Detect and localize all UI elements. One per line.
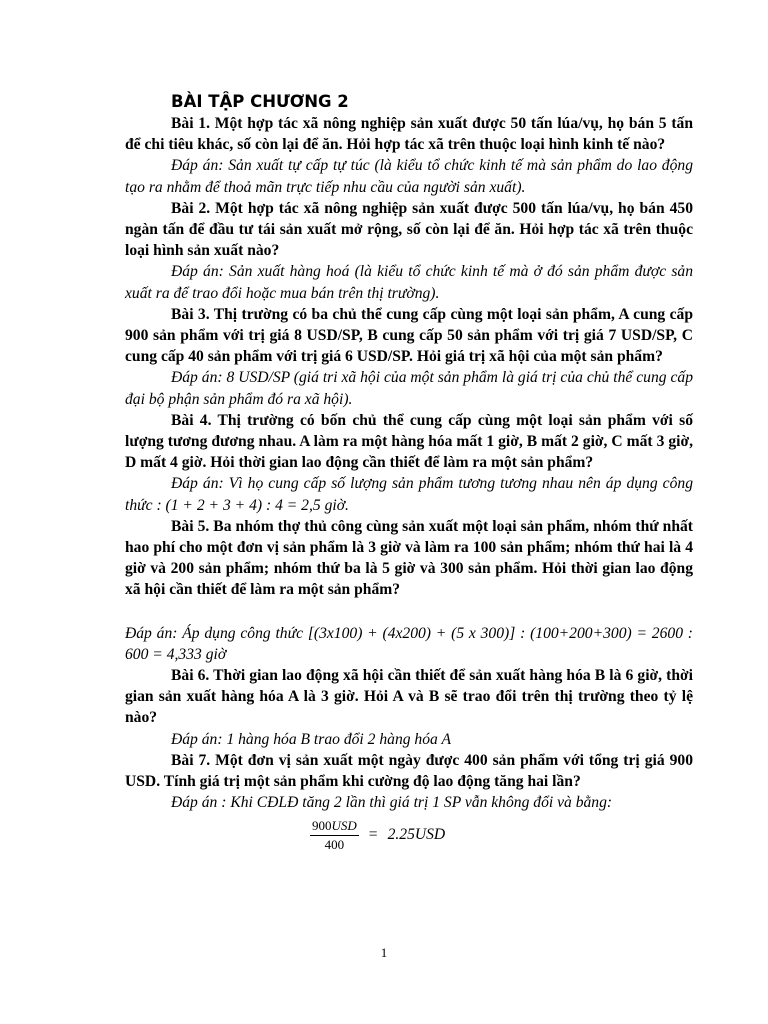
formula xyxy=(310,818,693,853)
fraction-denominator: 400 xyxy=(324,836,345,852)
exercise-3-question: Bài 3. Thị trường có ba chủ thể cung cấp cùng một loại sản phẩm, A cung cấp 900 sản phẩm với trị giá 8 USD/SP, B cung cấp 50 sản phẩm với trị giá 7 USD/SP, C cung cấp 40 sản phẩm với trị giá 6 USD/SP. Hỏi giá trị xã hội của một sản phẩm? xyxy=(125,305,693,366)
exercise-6-question: Bài 6. Thời gian lao động xã hội cần thiết để sản xuất hàng hóa B là 6 giờ, thời gian sản xuất hàng hóa A là 3 giờ. Hỏi A và B sẽ trao đổi trên thị trường theo tỷ lệ nào? xyxy=(125,667,693,727)
exercise-2-answer: Đáp án: Sản xuất hàng hoá (là kiểu tổ chức kinh tế mà ở đó sản phẩm được sản xuất ra để trao đổi hoặc mua bán trên thị trường). xyxy=(125,263,693,302)
exercise-7-question: Bài 7. Một đơn vị sản xuất một ngày được 400 sản phẩm với tổng trị giá 900 USD. Tính giá trị một sản phẩm khi cường độ lao động tăng hai lần? xyxy=(125,751,693,791)
equals-sign: = xyxy=(368,826,378,844)
exercise-4-question: Bài 4. Thị trường có bốn chủ thể cung cấp cùng một loại sản phẩm với số lượng tương đương nhau. A làm ra một hàng hóa mất 1 giờ, B mất 2 giờ, C mất 3 giờ, D mất 4 giờ. Hỏi thời gian lao động cần thiết để làm ra một sản phẩm? xyxy=(125,411,693,472)
exercise-2-question: Bài 2. Một hợp tác xã nông nghiệp sản xuất được 500 tấn lúa/vụ, họ bán 450 ngàn tấn để đầu tư tái sản xuất mở rộng, số còn lại để ăn. Hỏi hợp tác xã trên thuộc loại hình sản xuất nào? xyxy=(125,199,693,260)
numerator-value: 900 xyxy=(312,817,332,833)
fraction xyxy=(310,818,359,853)
formula-result: 2.25USD xyxy=(387,826,446,844)
exercise-5-answer: Đáp án: Áp dụng công thức [(3x100) + (4x200) + (5 x 300)] : (100+200+300) = 2600 : 600 = 4,333 giờ xyxy=(125,624,693,663)
exercise-4-answer: Đáp án: Vì họ cung cấp số lượng sản phẩm tương tương nhau nên áp dụng công thức : (1 + 2 + 3 + 4) : 4 = 2,5 giờ. xyxy=(125,475,693,514)
page-content xyxy=(125,90,693,853)
exercise-3-answer: Đáp án: 8 USD/SP (giá tri xã hội của một sản phẩm là giá trị của chủ thể cung cấp đại bộ phận sản phẩm đó ra xã hội). xyxy=(125,369,693,408)
numerator-unit: USD xyxy=(331,817,357,833)
exercise-1-answer: Đáp án: Sản xuất tự cấp tự túc (là kiểu tổ chức kinh tế mà sản phẩm do lao động tạo ra nhằm để thoả mãn trực tiếp nhu cầu của người sản xuất). xyxy=(125,157,693,196)
exercise-7-answer: Đáp án : Khi CĐLĐ tăng 2 lần thì giá trị 1 SP vẫn không đổi và bằng: xyxy=(171,794,613,812)
page-title: BÀI TẬP CHƯƠNG 2 xyxy=(171,92,349,111)
exercise-6-answer: Đáp án: 1 hàng hóa B trao đổi 2 hàng hóa A xyxy=(171,730,451,748)
fraction-numerator xyxy=(310,818,359,836)
exercise-5-question: Bài 5. Ba nhóm thợ thủ công cùng sản xuất một loại sản phẩm, nhóm thứ nhất hao phí cho một đơn vị sản phẩm là 3 giờ và làm ra 100 sản phẩm; nhóm thứ hai là 4 giờ và 200 sản phẩm; nhóm thứ ba là 5 giờ và 300 sản phẩm. Hỏi thời gian lao động xã hội cần thiết để làm ra một sản phẩm? xyxy=(125,517,693,599)
exercise-1-question: Bài 1. Một hợp tác xã nông nghiệp sản xuất được 50 tấn lúa/vụ, họ bán 5 tấn để chi tiêu khác, số còn lại để ăn. Hỏi hợp tác xã trên thuộc loại hình kinh tế nào? xyxy=(125,115,693,154)
blank-line xyxy=(125,601,693,623)
page-number: 1 xyxy=(380,945,388,960)
